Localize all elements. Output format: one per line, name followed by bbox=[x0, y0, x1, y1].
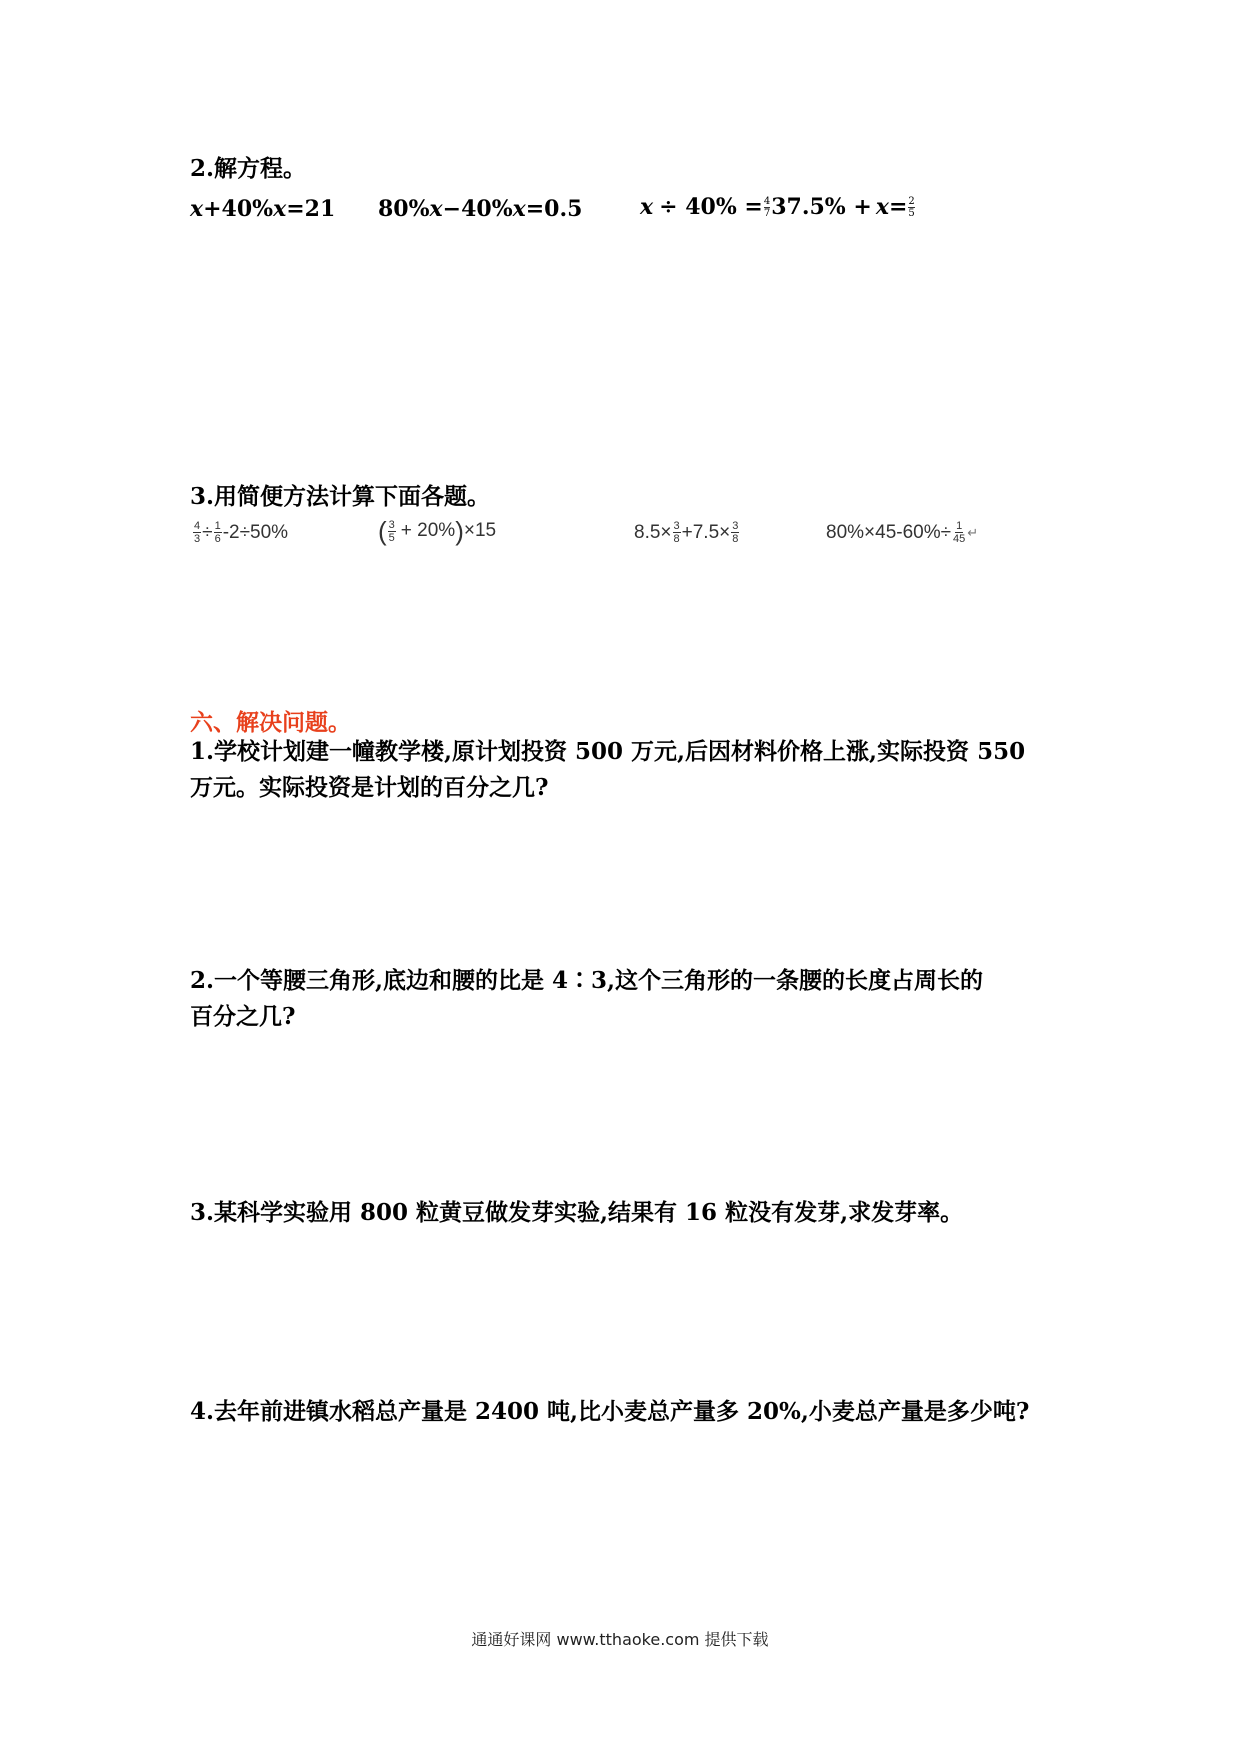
equation-3 bbox=[640, 194, 916, 220]
equation-3-fraction-2: $\frac{2}{5}$ bbox=[908, 195, 915, 219]
calc-1-fraction-1: $\frac{4}{3}$ bbox=[194, 520, 201, 545]
problem-4 bbox=[190, 1394, 1029, 1430]
equation-3-part2: 37.5% + bbox=[771, 194, 872, 220]
equation-1-var: x bbox=[190, 196, 204, 222]
problem-4-line-1: 4.去年前进镇水稻总产量是 2400 吨,比小麦总产量多 20%,小麦总产量是多少吨? bbox=[190, 1398, 1030, 1425]
equation-1 bbox=[190, 196, 335, 222]
problem-1-line-1: 1.学校计划建一幢教学楼,原计划投资 500 万元,后因材料价格上涨,实际投资 550 bbox=[190, 738, 1026, 765]
problem-section-title: 六、解决问题。 bbox=[190, 709, 351, 736]
calc-2-open-paren: ( bbox=[378, 516, 387, 546]
equation-1-mid: +40% bbox=[203, 196, 274, 222]
calc-4-fraction: $\frac{1}{45}$ bbox=[953, 520, 966, 545]
equation-3-var2: x bbox=[875, 194, 889, 220]
equation-2 bbox=[378, 196, 582, 222]
calc-3-part-b: +7.5× bbox=[681, 521, 731, 543]
paragraph-mark: ↵ bbox=[967, 524, 979, 540]
equation-2-result: =0.5 bbox=[525, 196, 583, 222]
calc-2-rest: ×15 bbox=[463, 520, 497, 541]
equation-3-fraction-1: $\frac{4}{7}$ bbox=[763, 195, 771, 219]
equation-3-var: x bbox=[640, 194, 654, 220]
calc-3-part-a: 8.5× bbox=[634, 521, 672, 543]
calc-3-fraction-2: $\frac{3}{8}$ bbox=[732, 520, 739, 545]
equation-2-prefix: 80% bbox=[378, 196, 430, 222]
problem-3 bbox=[190, 1195, 963, 1231]
problem-2 bbox=[190, 963, 983, 1035]
calc-expression-3 bbox=[634, 520, 740, 545]
equation-1-var2: x bbox=[273, 196, 287, 222]
equation-2-var2: x bbox=[512, 196, 526, 222]
problem-2-line-1: 2.一个等腰三角形,底边和腰的比是 4∶3,这个三角形的一条腰的长度占周长的 bbox=[190, 967, 984, 994]
problem-2-line-2: 百分之几? bbox=[190, 1003, 296, 1030]
calc-4-part-a: 80%×45-60%÷ bbox=[826, 521, 952, 543]
problem-1 bbox=[190, 734, 1025, 806]
calc-1-fraction-2: $\frac{1}{6}$ bbox=[214, 520, 221, 545]
calc-1-rest: -2÷50% bbox=[222, 521, 289, 543]
calculation-section-title: 3.用简便方法计算下面各题。 bbox=[190, 483, 491, 510]
calc-2-mid: + 20% bbox=[400, 520, 456, 541]
problem-3-line-1: 3.某科学实验用 800 粒黄豆做发芽实验,结果有 16 粒没有发芽,求发芽率。 bbox=[190, 1199, 964, 1226]
page-footer: 通通好课网 www.tthaoke.com 提供下载 bbox=[471, 1630, 769, 1649]
calc-expression-4 bbox=[826, 520, 978, 545]
equation-section-title: 2.解方程。 bbox=[190, 155, 307, 182]
equation-2-mid: −40% bbox=[442, 196, 513, 222]
problem-1-line-2: 万元。实际投资是计划的百分之几? bbox=[190, 774, 549, 801]
equation-3-part1: ÷ 40% = bbox=[659, 194, 763, 220]
equation-2-var: x bbox=[429, 196, 443, 222]
calc-2-close-paren: ) bbox=[455, 516, 464, 546]
calc-1-operator: ÷ bbox=[202, 521, 213, 543]
equation-3-part3: = bbox=[888, 194, 908, 220]
calc-2-fraction: $\frac{3}{5}$ bbox=[388, 518, 395, 544]
calc-3-fraction-1: $\frac{3}{8}$ bbox=[673, 520, 680, 545]
calc-expression-2 bbox=[378, 518, 496, 544]
equation-1-result: =21 bbox=[286, 196, 336, 222]
calc-expression-1 bbox=[192, 520, 288, 545]
